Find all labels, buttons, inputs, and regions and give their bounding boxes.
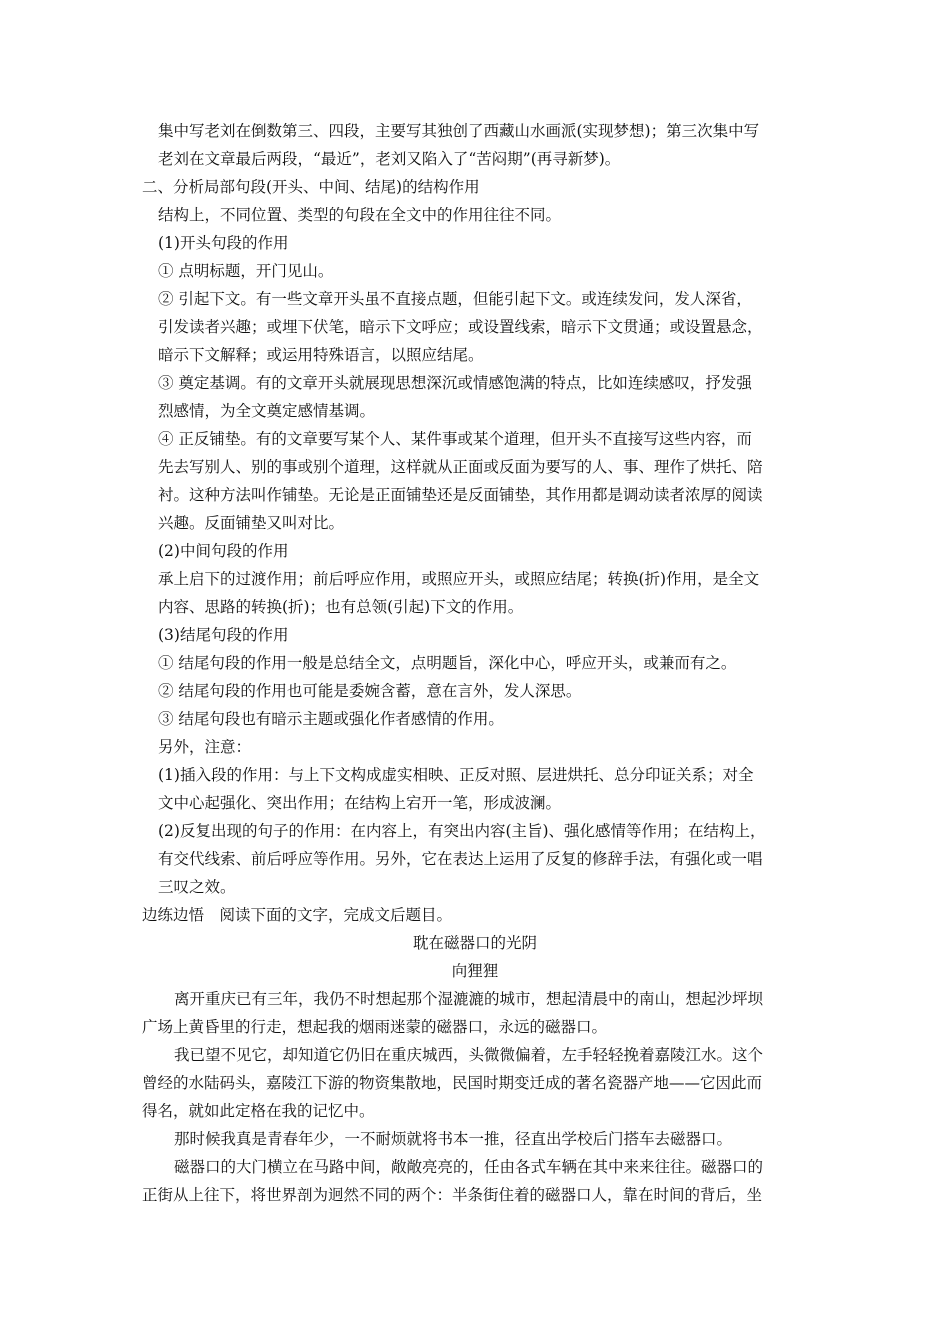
text-line: 三叹之效。 <box>158 878 236 896</box>
article-title: 耽在磁器口的光阴 <box>412 934 537 952</box>
text-line: (1)插入段的作用：与上下文构成虚实相映、正反对照、层进烘托、总分印证关系；对全 <box>158 766 754 784</box>
subheading: (2)中间句段的作用 <box>158 542 289 560</box>
text-line: 兴趣。反面铺垫又叫对比。 <box>158 514 345 532</box>
text-line: 承上启下的过渡作用；前后呼应作用，或照应开头，或照应结尾；转换(折)作用，是全文 <box>158 570 760 588</box>
text-line: 文中心起强化、突出作用；在结构上宕开一笔，形成波澜。 <box>158 794 562 812</box>
subheading: (1)开头句段的作用 <box>158 234 289 252</box>
text-line: 曾经的水陆码头，嘉陵江下游的物资集散地，民国时期变迁成的著名瓷器产地——它因此而 <box>142 1074 763 1092</box>
text-line: (2)反复出现的句子的作用：在内容上，有突出内容(主旨)、强化感情等作用；在结构上， <box>158 822 766 840</box>
article-author: 向狸狸 <box>451 962 499 980</box>
text-line: 衬。这种方法叫作铺垫。无论是正面铺垫还是反面铺垫，其作用都是调动读者浓厚的阅读 <box>158 486 763 504</box>
text-line: ③ 奠定基调。有的文章开头就展现思想深沉或情感饱满的特点，比如连续感叹，抒发强 <box>158 374 752 392</box>
text-line: 有交代线索、前后呼应等作用。另外，它在表达上运用了反复的修辞手法，有强化或一唱 <box>158 850 763 868</box>
text-line: 老刘在文章最后两段，“最近”，老刘又陷入了“苦闷期”(再寻新梦)。 <box>158 150 621 168</box>
text-line: 另外，注意： <box>158 738 252 756</box>
subheading: (3)结尾句段的作用 <box>158 626 289 644</box>
section-heading: 二、分析局部句段(开头、中间、结尾)的结构作用 <box>142 178 480 196</box>
text-line: 内容、思路的转换(折)；也有总领(引起)下文的作用。 <box>158 598 524 616</box>
text-line: 集中写老刘在倒数第三、四段，主要写其独创了西藏山水画派(实现梦想)；第三次集中写 <box>158 122 760 140</box>
text-line: ③ 结尾句段也有暗示主题或强化作者感情的作用。 <box>158 710 504 728</box>
text-line: 烈感情，为全文奠定感情基调。 <box>158 402 376 420</box>
text-line: 离开重庆已有三年，我仍不时想起那个湿漉漉的城市，想起清晨中的南山，想起沙坪坝 <box>174 990 764 1008</box>
text-line: 得名，就如此定格在我的记忆中。 <box>142 1102 375 1120</box>
text-line: 暗示下文解释；或运用特殊语言，以照应结尾。 <box>158 346 484 364</box>
text-line: ① 结尾句段的作用一般是总结全文，点明题旨，深化中心，呼应开头，或兼而有之。 <box>158 654 737 672</box>
text-line: ② 引起下文。有一些文章开头虽不直接点题，但能引起下文。或连续发问，发人深省， <box>158 290 752 308</box>
text-line: 先去写别人、别的事或别个道理，这样就从正面或反面为要写的人、事、理作了烘托、陪 <box>158 458 763 476</box>
text-line: 磁器口的大门横立在马路中间，敞敞亮亮的，任由各式车辆在其中来来往往。磁器口的 <box>174 1158 764 1176</box>
text-line: ① 点明标题，开门见山。 <box>158 262 334 280</box>
text-line: 结构上，不同位置、类型的句段在全文中的作用往往不同。 <box>158 206 562 224</box>
text-line: ② 结尾句段的作用也可能是委婉含蓄，意在言外，发人深思。 <box>158 682 582 700</box>
text-line: 引发读者兴趣；或埋下伏笔，暗示下文呼应；或设置线索，暗示下文贯通；或设置悬念， <box>158 318 763 336</box>
text-line: 我已望不见它，却知道它仍旧在重庆城西，头微微偏着，左手轻轻挽着嘉陵江水。这个 <box>174 1046 764 1064</box>
text-line: 那时候我真是青春年少，一不耐烦就将书本一推，径直出学校后门搭车去磁器口。 <box>174 1130 733 1148</box>
text-line: 广场上黄昏里的行走，想起我的烟雨迷蒙的磁器口，永远的磁器口。 <box>142 1018 608 1036</box>
text-line: ④ 正反铺垫。有的文章要写某个人、某件事或某个道理，但开头不直接写这些内容，而 <box>158 430 752 448</box>
text-line: 正街从上往下，将世界剖为迥然不同的两个：半条街住着的磁器口人，靠在时间的背后，坐 <box>142 1186 763 1204</box>
exercise-heading: 边练边悟 阅读下面的文字，完成文后题目。 <box>142 906 453 924</box>
